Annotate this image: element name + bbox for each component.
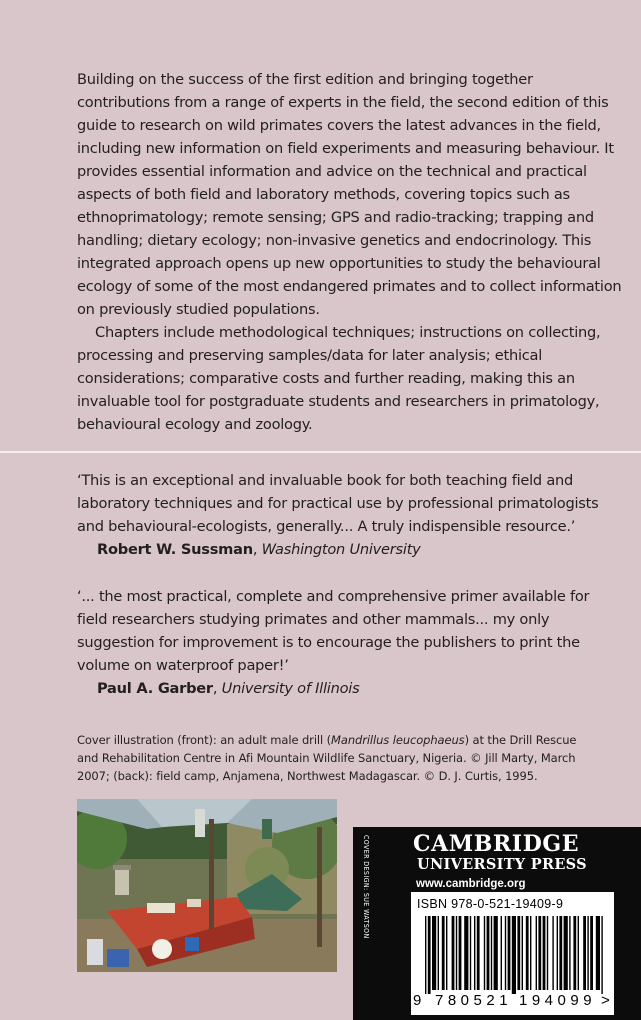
barcode-digit-group: 780521 (435, 992, 513, 1009)
barcode-bar (491, 916, 492, 990)
barcode-bar (459, 916, 462, 990)
barcode-bar (456, 916, 457, 990)
review-text: ‘... the most practical, complete and comprehensive primer available for field researchers studying primates and other mammals... my only suggestion for improvement is to encourage the publishers to print the volume on waterproof paper!’ (77, 588, 590, 674)
barcode-bar (578, 916, 579, 990)
barcode-bar (557, 916, 558, 990)
barcode-bar (464, 916, 468, 990)
description-paragraph-2: Chapters include methodological techniques; instructions on collecting, processing and preserving samples/data for later analysis; ethical considerations; comparative costs and further reading, making this an invaluable tool for postgraduate students and researchers in primatology, behavioural ecology and zoology. (77, 324, 601, 433)
barcode-digit-group: 194099 (519, 992, 597, 1009)
barcode-bar (494, 916, 498, 990)
barcode-bar (452, 916, 455, 990)
barcode-bar (484, 916, 485, 990)
barcode-bar (543, 916, 546, 990)
barcode-bar (569, 916, 570, 990)
field-camp-photo (77, 799, 337, 972)
barcode-bar (573, 916, 576, 990)
section-divider (0, 451, 641, 453)
isbn-barcode-box (411, 892, 614, 1015)
barcode-bar (446, 916, 447, 990)
publisher-name: CAMBRIDGE (413, 831, 580, 857)
barcode-bar (547, 916, 548, 990)
barcode-bar (517, 916, 520, 990)
barcode-bar (590, 916, 593, 990)
review-text: ‘This is an exceptional and invaluable book for both teaching field and laboratory techniques and for practical use by professional primatologists and behavioural-ecologists, generally... A truly indispensible resource.’ (77, 472, 599, 535)
caption-text: ) at the Drill Rescue and Rehabilitation Centre in Afi Mountain Wildlife Sanctuary, Nigeria. © Jill Marty, March 2007; (back): field camp, Anjamena, Northwest Madagascar. © D. J. Curtis, 1995. (77, 733, 577, 783)
barcode-bar (596, 916, 600, 990)
cover-design-credit: COVER DESIGN: SUE WATSON (362, 835, 370, 939)
barcode-bar (601, 916, 602, 994)
barcode-bar (559, 916, 562, 990)
barcode-bar (432, 916, 436, 990)
description-paragraph-1: Building on the success of the first edition and bringing together contributions from a range of experts in the field, the second edition of this guide to research on wild primates covers the latest advances in the field, including new information on field experiments and measuring behaviour. It provides essential information and advice on the technical and practical aspects of both field and laboratory methods, covering topics such as ethnoprimatology; remote sensing; GPS and radio-tracking; trapping and handling; dietary ecology; non-invasive genetics and endocrinology. This integrated approach opens up new opportunities to study the behavioural ecology of some of the most endangered primates and to collect information on previously studied populations. (77, 71, 622, 318)
barcode-bar (536, 916, 537, 990)
review-attribution: Paul A. Garber, University of Illinois (97, 680, 360, 697)
barcode-bar (501, 916, 502, 990)
publisher-press: UNIVERSITY PRESS (417, 856, 587, 873)
review-attribution: Robert W. Sussman, Washington University (97, 541, 421, 558)
publisher-website: www.cambridge.org (416, 878, 526, 890)
barcode-bar (587, 916, 588, 990)
barcode-bar (487, 916, 490, 990)
reviewer-affiliation: University of Illinois (221, 680, 360, 697)
barcode-bar (505, 916, 506, 990)
barcode-bar (552, 916, 553, 990)
barcode-bar (522, 916, 523, 990)
book-description (77, 68, 622, 436)
barcode-bar (428, 916, 431, 994)
reviewer-affiliation: Washington University (261, 541, 421, 558)
barcode-bar (470, 916, 471, 990)
barcode-bar (508, 916, 511, 990)
barcode-bar (477, 916, 480, 990)
barcode-digit-group: > (601, 992, 610, 1009)
barcode-digit-group: 9 (413, 992, 422, 1009)
cover-illustration-caption (77, 731, 597, 785)
caption-species: Mandrillus leucophaeus (331, 733, 465, 747)
reviewer-name: Paul A. Garber (97, 680, 213, 697)
reviewer-name: Robert W. Sussman (97, 541, 253, 558)
review-quote-1 (77, 469, 622, 561)
isbn-label: ISBN 978-0-521-19409-9 (417, 897, 564, 911)
caption-text: Cover illustration (front): an adult male drill ( (77, 733, 332, 747)
barcode-bar (438, 916, 439, 990)
barcode-bar (442, 916, 445, 990)
barcode-bar (538, 916, 541, 990)
barcode-bar (425, 916, 426, 994)
barcode-bar (530, 916, 531, 990)
barcode-graphic (411, 916, 614, 994)
barcode-bar (512, 916, 516, 994)
barcode-bar (526, 916, 529, 990)
barcode-digits (411, 992, 614, 1012)
barcode-bar (564, 916, 568, 990)
barcode-bar (474, 916, 475, 990)
review-quote-2 (77, 585, 622, 700)
barcode-bar (583, 916, 586, 990)
